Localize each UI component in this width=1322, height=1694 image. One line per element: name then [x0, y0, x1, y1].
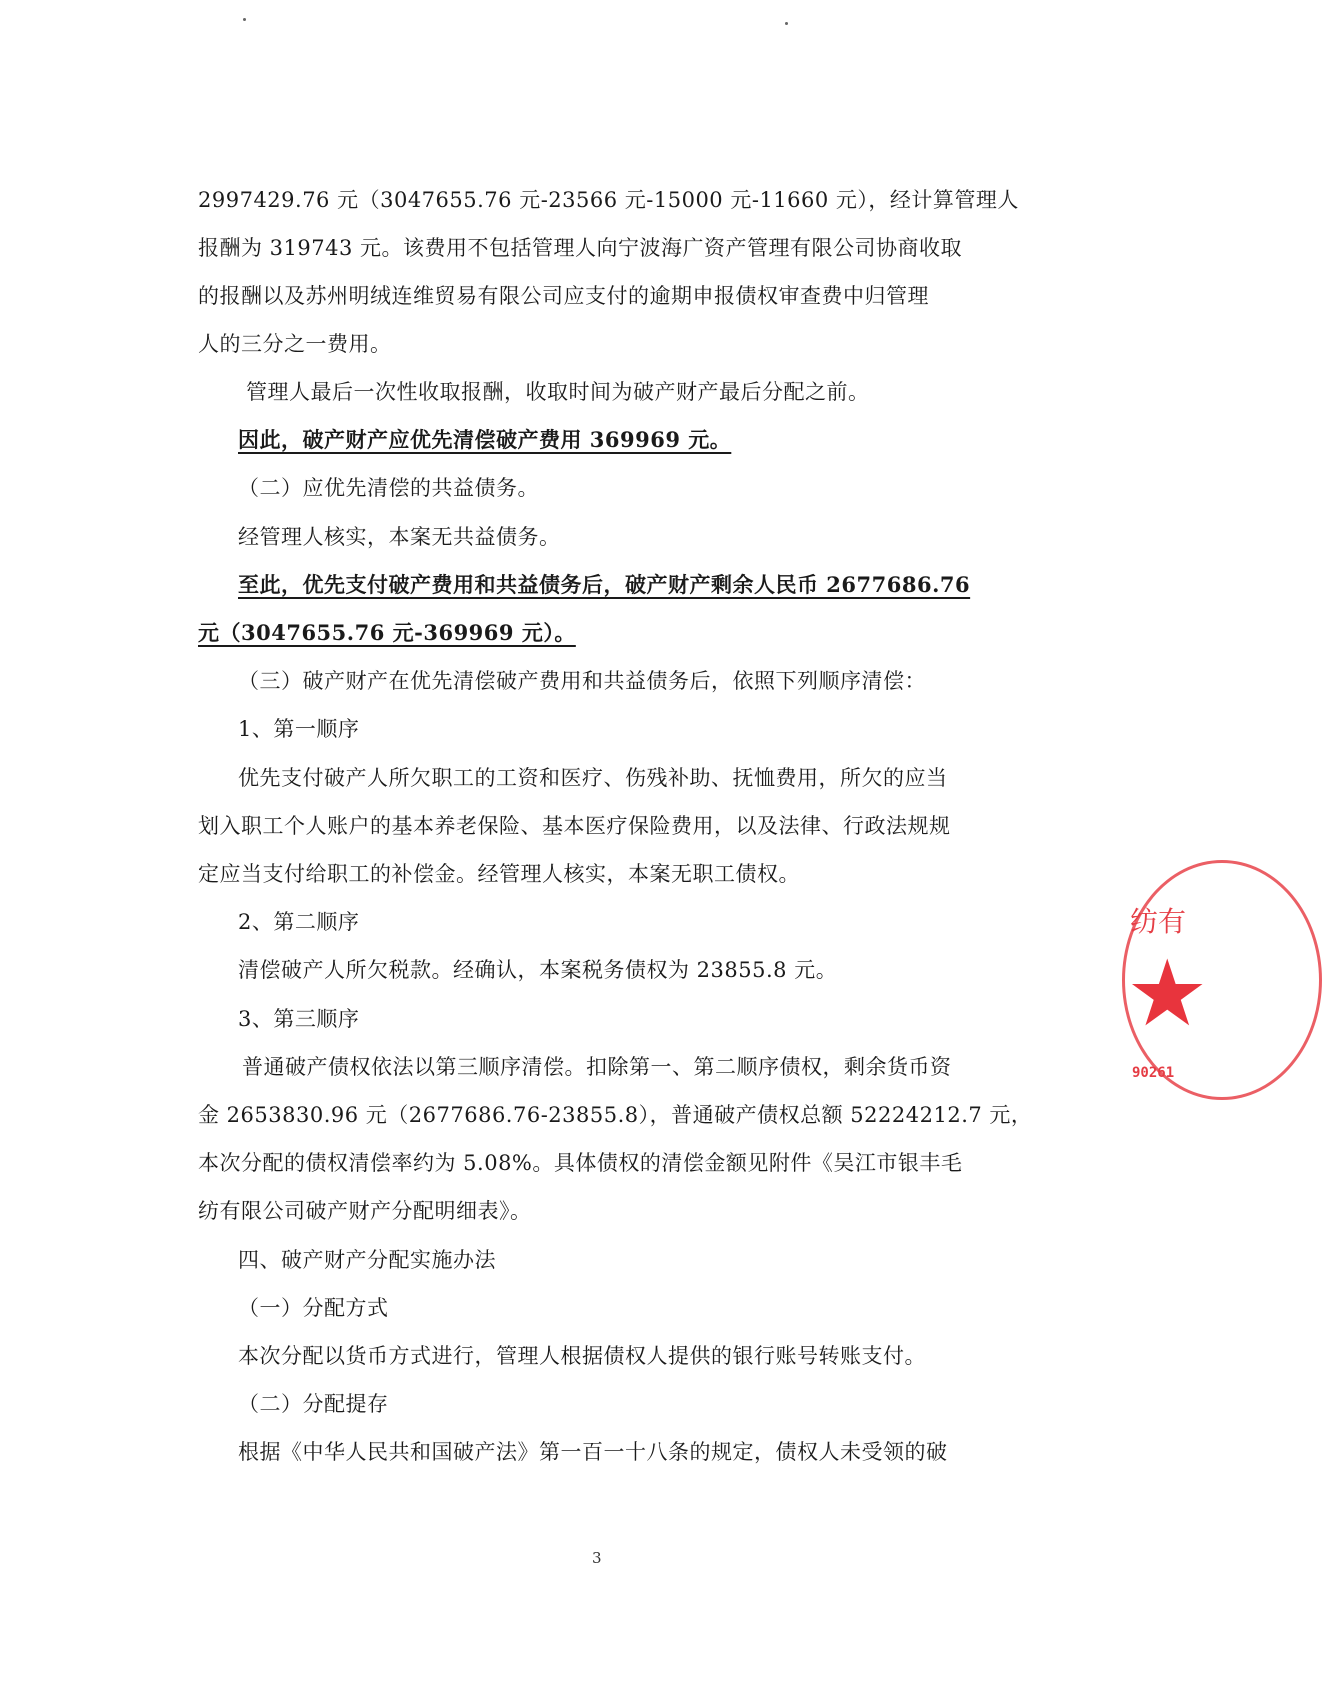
- text-line: 定应当支付给职工的补偿金。经管理人核实，本案无职工债权。: [198, 862, 800, 886]
- seal-star-icon: ★: [1126, 940, 1209, 1047]
- subsection-heading: （一）分配方式: [238, 1296, 389, 1320]
- section-heading: （三）破产财产在优先清偿破产费用和共益债务后，依照下列顺序清偿：: [238, 669, 926, 693]
- subsection-heading: （二）分配提存: [238, 1392, 389, 1416]
- text-line: 管理人最后一次性收取报酬，收取时间为破产财产最后分配之前。: [246, 380, 870, 404]
- seal-text-bottom: 90261: [1132, 1065, 1175, 1081]
- section-heading: （二）应优先清偿的共益债务。: [238, 476, 539, 500]
- text-line: 划入职工个人账户的基本养老保险、基本医疗保险费用，以及法律、行政法规规: [198, 814, 951, 838]
- emphasis-line: 至此，优先支付破产费用和共益债务后，破产财产剩余人民币 2677686.76: [238, 572, 971, 597]
- text-line: 本次分配以货币方式进行，管理人根据债权人提供的银行账号转账支付。: [238, 1344, 926, 1368]
- subsection-heading: 2、第二顺序: [238, 910, 360, 934]
- text-line: 普通破产债权依法以第三顺序清偿。扣除第一、第二顺序债权，剩余货币资: [242, 1055, 952, 1079]
- scan-speck: [785, 22, 788, 25]
- text-line: 人的三分之一费用。: [198, 332, 392, 356]
- text-line: 的报酬以及苏州明绒连维贸易有限公司应支付的逾期申报债权审查费中归管理: [198, 284, 929, 308]
- subsection-heading: 1、第一顺序: [238, 717, 360, 741]
- text-line: 根据《中华人民共和国破产法》第一百一十八条的规定，债权人未受领的破: [238, 1440, 948, 1464]
- text-line: 报酬为 319743 元。该费用不包括管理人向宁波海广资产管理有限公司协商收取: [198, 236, 963, 260]
- text-line: 优先支付破产人所欠职工的工资和医疗、伤残补助、抚恤费用，所欠的应当: [238, 766, 948, 790]
- company-seal: [1122, 860, 1212, 1120]
- section-heading: 四、破产财产分配实施办法: [238, 1248, 496, 1272]
- scan-speck: [243, 18, 246, 21]
- seal-text-top: 纺有: [1130, 905, 1187, 938]
- text-line: 纺有限公司破产财产分配明细表》。: [198, 1199, 532, 1223]
- page-number: 3: [592, 1549, 602, 1567]
- emphasis-line: 因此，破产财产应优先清偿破产费用 369969 元。: [238, 427, 732, 452]
- emphasis-line: 元（3047655.76 元-369969 元）。: [198, 620, 576, 645]
- text-line: 经管理人核实，本案无共益债务。: [238, 525, 561, 549]
- text-line: 金 2653830.96 元（2677686.76-23855.8），普通破产债权总额 52224212.7 元，: [198, 1103, 1033, 1127]
- text-line: 2997429.76 元（3047655.76 元-23566 元-15000 元-11660 元），经计算管理人: [198, 188, 1019, 212]
- text-line: 清偿破产人所欠税款。经确认，本案税务债权为 23855.8 元。: [238, 958, 838, 982]
- subsection-heading: 3、第三顺序: [238, 1007, 360, 1031]
- text-line: 本次分配的债权清偿率约为 5.08%。具体债权的清偿金额见附件《吴江市银丰毛: [198, 1151, 963, 1175]
